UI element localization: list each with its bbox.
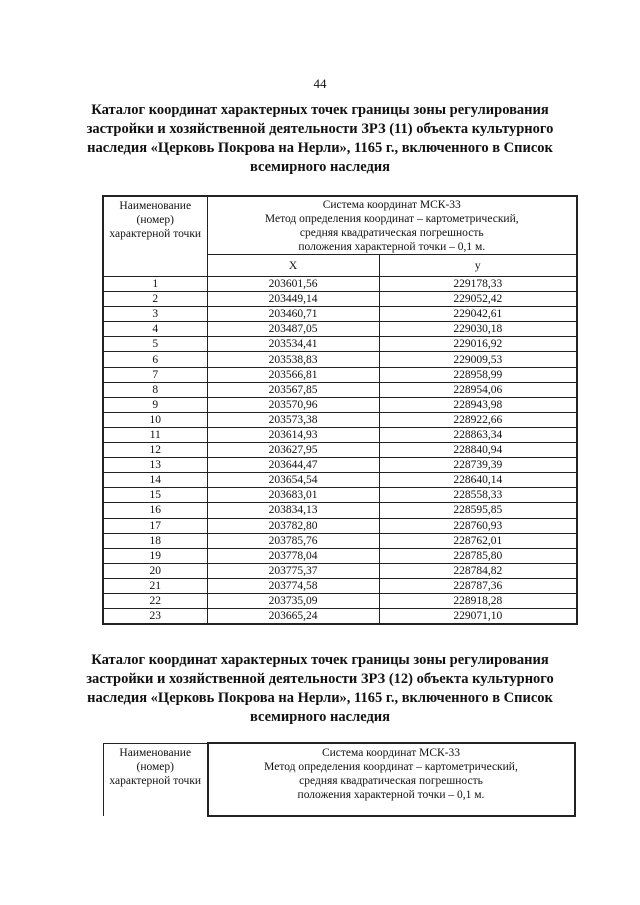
header-text: характерной точки [109,228,202,240]
x-coordinate-cell: 203785,76 [207,533,379,548]
table-row [103,427,577,442]
x-coordinate-cell: 203735,09 [207,593,379,608]
y-coordinate-cell: 228762,01 [379,533,577,548]
table-row [103,352,577,367]
title-line: застройки и хозяйственной деятельности ЗРЗ (12) объекта культурного [86,671,554,687]
title-line: всемирного наследия [249,159,390,175]
table-header-row [103,196,577,255]
section2-title [80,651,560,727]
header-y: y [379,255,577,277]
x-coordinate-cell: 203566,81 [207,367,379,382]
y-coordinate-cell: 228922,66 [379,412,577,427]
header-text: (номер) [136,214,174,226]
point-number-cell: 2 [103,292,207,307]
x-coordinate-cell: 203654,54 [207,473,379,488]
header-coordinate-system [207,196,577,255]
y-coordinate-cell: 229009,53 [379,352,577,367]
y-coordinate-cell: 228595,85 [379,503,577,518]
title-line: Каталог координат характерных точек границы зоны регулирования [91,652,549,668]
table-row [103,488,577,503]
header-coordinate-system [208,743,575,816]
table-row [103,322,577,337]
point-number-cell: 14 [103,473,207,488]
coordinates-table-zrz11 [102,195,578,625]
y-coordinate-cell: 228784,82 [379,563,577,578]
table-row [103,443,577,458]
x-coordinate-cell: 203774,58 [207,578,379,593]
y-coordinate-cell: 229052,42 [379,292,577,307]
header-x: X [207,255,379,277]
table-row [103,593,577,608]
title-line: наследия «Церковь Покрова на Нерли», 1165 г., включенного в Список [87,690,553,706]
table-header-row [104,743,575,816]
table-row [103,277,577,292]
header-text: (номер) [136,760,174,773]
y-coordinate-cell: 229016,92 [379,337,577,352]
x-coordinate-cell: 203534,41 [207,337,379,352]
y-coordinate-cell: 229030,18 [379,322,577,337]
header-point-name [104,743,208,816]
point-number-cell: 8 [103,382,207,397]
y-coordinate-cell: 229042,61 [379,307,577,322]
title-line: всемирного наследия [249,709,390,725]
x-coordinate-cell: 203487,05 [207,322,379,337]
header-text: Система координат МСК-33 [322,199,461,211]
y-coordinate-cell: 228863,34 [379,427,577,442]
header-text: Система координат МСК-33 [321,747,461,759]
x-coordinate-cell: 203573,38 [207,412,379,427]
table-row [103,307,577,322]
table-row [103,458,577,473]
point-number-cell: 9 [103,397,207,412]
point-number-cell: 19 [103,548,207,563]
y-coordinate-cell: 228943,98 [379,397,577,412]
table-row [103,337,577,352]
x-coordinate-cell: 203778,04 [207,548,379,563]
header-text: положения характерной точки – 0,1 м. [297,789,485,801]
y-coordinate-cell: 229071,10 [379,609,577,625]
table-row [103,382,577,397]
point-number-cell: 23 [103,609,207,625]
page-number: 44 [313,76,327,91]
y-coordinate-cell: 228787,36 [379,578,577,593]
y-coordinate-cell: 228840,94 [379,443,577,458]
table-row [103,609,577,625]
header-text: Метод определения координат – картометрический, [264,761,518,773]
y-coordinate-cell: 228954,06 [379,382,577,397]
x-coordinate-cell: 203614,93 [207,427,379,442]
table-row [103,548,577,563]
point-number-cell: 17 [103,518,207,533]
table-row [103,367,577,382]
x-coordinate-cell: 203460,71 [207,307,379,322]
point-number-cell: 20 [103,563,207,578]
x-coordinate-cell: 203782,80 [207,518,379,533]
table-row [103,578,577,593]
header-text: Наименование [119,746,192,759]
table-row [103,533,577,548]
point-number-cell: 1 [103,277,207,292]
coordinates-table-zrz12 [103,742,576,817]
point-number-cell: 11 [103,427,207,442]
point-number-cell: 13 [103,458,207,473]
header-text: средняя квадратическая погрешность [299,227,484,239]
header-point-name [103,196,207,277]
point-number-cell: 3 [103,307,207,322]
point-number-cell: 16 [103,503,207,518]
y-coordinate-cell: 228640,14 [379,473,577,488]
header-text: положения характерной точки – 0,1 м. [298,241,486,253]
point-number-cell: 6 [103,352,207,367]
title-line: Каталог координат характерных точек границы зоны регулирования [91,102,549,118]
table-row [103,397,577,412]
point-number-cell: 22 [103,593,207,608]
table-row [103,473,577,488]
title-line: застройки и хозяйственной деятельности ЗРЗ (11) объекта культурного [86,121,554,137]
point-number-cell: 18 [103,533,207,548]
y-coordinate-cell: 228760,93 [379,518,577,533]
header-text: характерной точки [109,774,202,787]
x-coordinate-cell: 203665,24 [207,609,379,625]
title-line: наследия «Церковь Покрова на Нерли», 1165 г., включенного в Список [87,140,553,156]
point-number-cell: 4 [103,322,207,337]
point-number-cell: 12 [103,443,207,458]
x-coordinate-cell: 203775,37 [207,563,379,578]
x-coordinate-cell: 203567,85 [207,382,379,397]
x-coordinate-cell: 203834,13 [207,503,379,518]
x-coordinate-cell: 203449,14 [207,292,379,307]
y-coordinate-cell: 228785,80 [379,548,577,563]
header-text: Наименование [119,200,192,212]
point-number-cell: 15 [103,488,207,503]
table-row [103,292,577,307]
section1-title [80,101,560,177]
table-row [103,518,577,533]
y-coordinate-cell: 228558,33 [379,488,577,503]
point-number-cell: 5 [103,337,207,352]
x-coordinate-cell: 203644,47 [207,458,379,473]
header-text: средняя квадратическая погрешность [299,775,483,787]
x-coordinate-cell: 203570,96 [207,397,379,412]
header-text: Метод определения координат – картометрический, [264,213,519,225]
table-row [103,412,577,427]
point-number-cell: 10 [103,412,207,427]
x-coordinate-cell: 203538,83 [207,352,379,367]
table-row [103,503,577,518]
y-coordinate-cell: 228958,99 [379,367,577,382]
point-number-cell: 7 [103,367,207,382]
y-coordinate-cell: 229178,33 [379,277,577,292]
point-number-cell: 21 [103,578,207,593]
table-row [103,563,577,578]
x-coordinate-cell: 203627,95 [207,443,379,458]
x-coordinate-cell: 203683,01 [207,488,379,503]
x-coordinate-cell: 203601,56 [207,277,379,292]
y-coordinate-cell: 228739,39 [379,458,577,473]
y-coordinate-cell: 228918,28 [379,593,577,608]
